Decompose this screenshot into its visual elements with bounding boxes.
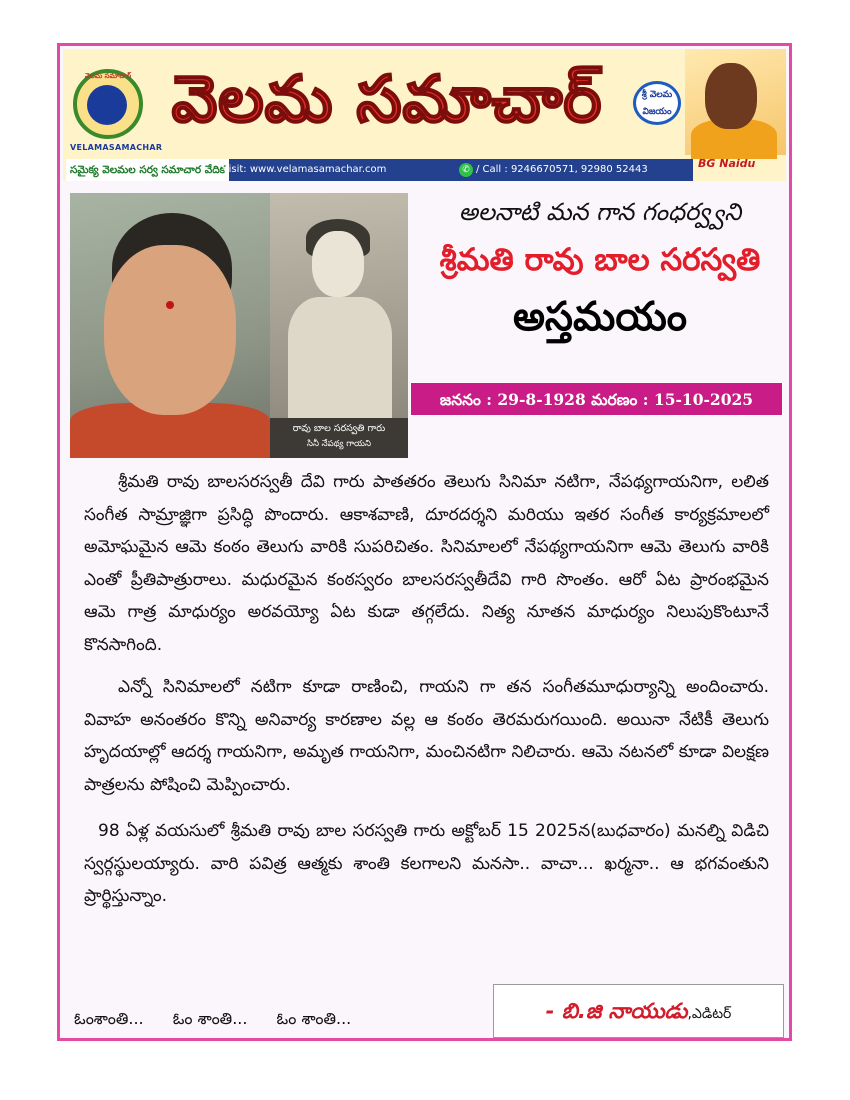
- headline-main: అస్తమయం: [512, 294, 688, 340]
- header-tagline: సమైక్య వెలమల సర్వ సమాచార వేదిక: [66, 159, 229, 181]
- signature-role: ,ఎడిటర్: [687, 1006, 732, 1022]
- call-numbers: / Call : 9246670571, 92980 52443: [476, 164, 648, 175]
- om-shanti-line: [74, 1009, 489, 1032]
- header-subbar: [66, 159, 693, 181]
- vintage-photo: [270, 193, 408, 418]
- website-link[interactable]: Visit: www.velamasamachar.com: [222, 164, 387, 175]
- portrait-bindi: [166, 301, 174, 309]
- newspaper-header: [63, 49, 786, 181]
- vintage-photo-body: [288, 297, 392, 418]
- logo-emblem: [73, 69, 143, 139]
- editor-name-label: BG Naidu: [698, 157, 756, 170]
- headline-intro: అలనాటి మన గాన గంధర్వ్వని: [458, 198, 742, 226]
- om-shanti-text: ఓం శాంతి...: [276, 1009, 352, 1028]
- editor-face: [705, 63, 757, 129]
- article-paragraph: 98 ఏళ్ల వయసులో శ్రీమతి రావు బాల సరస్వతి గారు అక్టోబర్ 15 2025న(బుధవారం) మనల్ని విడిచి స్వర్గస్థులయ్యారు. వారి పవిత్ర ఆత్మకు శాంతి కలగాలని మనసా.. వాచా... ఖర్మనా.. ఆ భగవంతుని ప్రార్థిస్తున్నాం.: [84, 821, 769, 906]
- editor-photo: [685, 49, 786, 155]
- velama-vijayam-badge: శ్రీ వెలమ విజయం: [633, 81, 681, 125]
- poster-frame: [57, 43, 792, 1041]
- photo-caption: [270, 418, 408, 458]
- masthead-title: వెలమ సమాచార్: [171, 62, 603, 137]
- article-paragraph: శ్రీమతి రావు బాలసరస్వతీ దేవి గారు పాతతరం తెలుగు సినిమా నటిగా, నేపథ్యగాయనిగా, లలిత సంగీత సామ్రాజ్ఞిగా ప్రసిద్ధి పొందారు. ఆకాశవాణి, దూరదర్శని మరియు ఇతర సంగీత కార్యక్రమాలలో అమోఘమైన ఆమె కంఠం తెలుగు వారికి సుపరిచితం. సినిమాలలో నేపథ్యగాయనిగా ఆమె తెలుగు వారికి ఎంతో ప్రీతిపాత్రురాలు. మధురమైన కంఠస్వరం బాలసరస్వతీదేవి గారి సొంతం. ఆరో ఏట ప్రారంభమైన ఆమె గాత్ర మాధుర్యం అరవయ్యో ఏట కుడా తగ్గలేదు. నిత్య నూతన మాధుర్యం నిలుపుకొంటూనే కొనసాగింది.: [84, 472, 769, 655]
- article-paragraph: ఎన్నో సినిమాలలో నటిగా కూడా రాణించి, గాయని గా తన సంగీతమూధుర్యాన్ని అందించారు. వివాహ అనంతరం కొన్ని అనివార్య కారణాల వల్ల ఆ కంఠం తెరమరుగయింది. అయినా నేటికీ తెలుగు హృదయాల్లో ఆదర్శ గాయనిగా, అమృత గాయనిగా, మంచినటిగా నిలిచారు. ఆమె నటనలో కూడా విలక్షణ పాత్రలను పోషించి మెప్పించారు.: [84, 677, 769, 795]
- article-body: [84, 466, 769, 913]
- photo-caption-name: రావు బాల సరస్వతి గారు: [292, 423, 386, 434]
- editor-signature: [493, 984, 784, 1038]
- signature-name: - బి.జి నాయుడు: [545, 999, 688, 1023]
- logo-top-text: వెలమ సమాచార్: [84, 72, 132, 80]
- portrait-photo: [70, 193, 270, 458]
- vintage-photo-face: [312, 231, 364, 297]
- photo-caption-role: సినీ నేపథ్య గాయని: [307, 439, 371, 449]
- om-shanti-text: ఓం శాంతి...: [172, 1009, 248, 1028]
- birth-death-dates: జననం : 29-8-1928 మరణం : 15-10-2025: [410, 382, 783, 416]
- headline-name: శ్రీమతి రావు బాల సరస్వతి: [439, 242, 761, 278]
- logo-inner-icon: [87, 85, 127, 125]
- om-shanti-text: ఓంశాంతి...: [74, 1009, 144, 1028]
- portrait-face: [104, 245, 236, 415]
- logo-caption: VELAMASAMACHAR: [70, 143, 163, 152]
- whatsapp-icon: ✆: [459, 163, 473, 177]
